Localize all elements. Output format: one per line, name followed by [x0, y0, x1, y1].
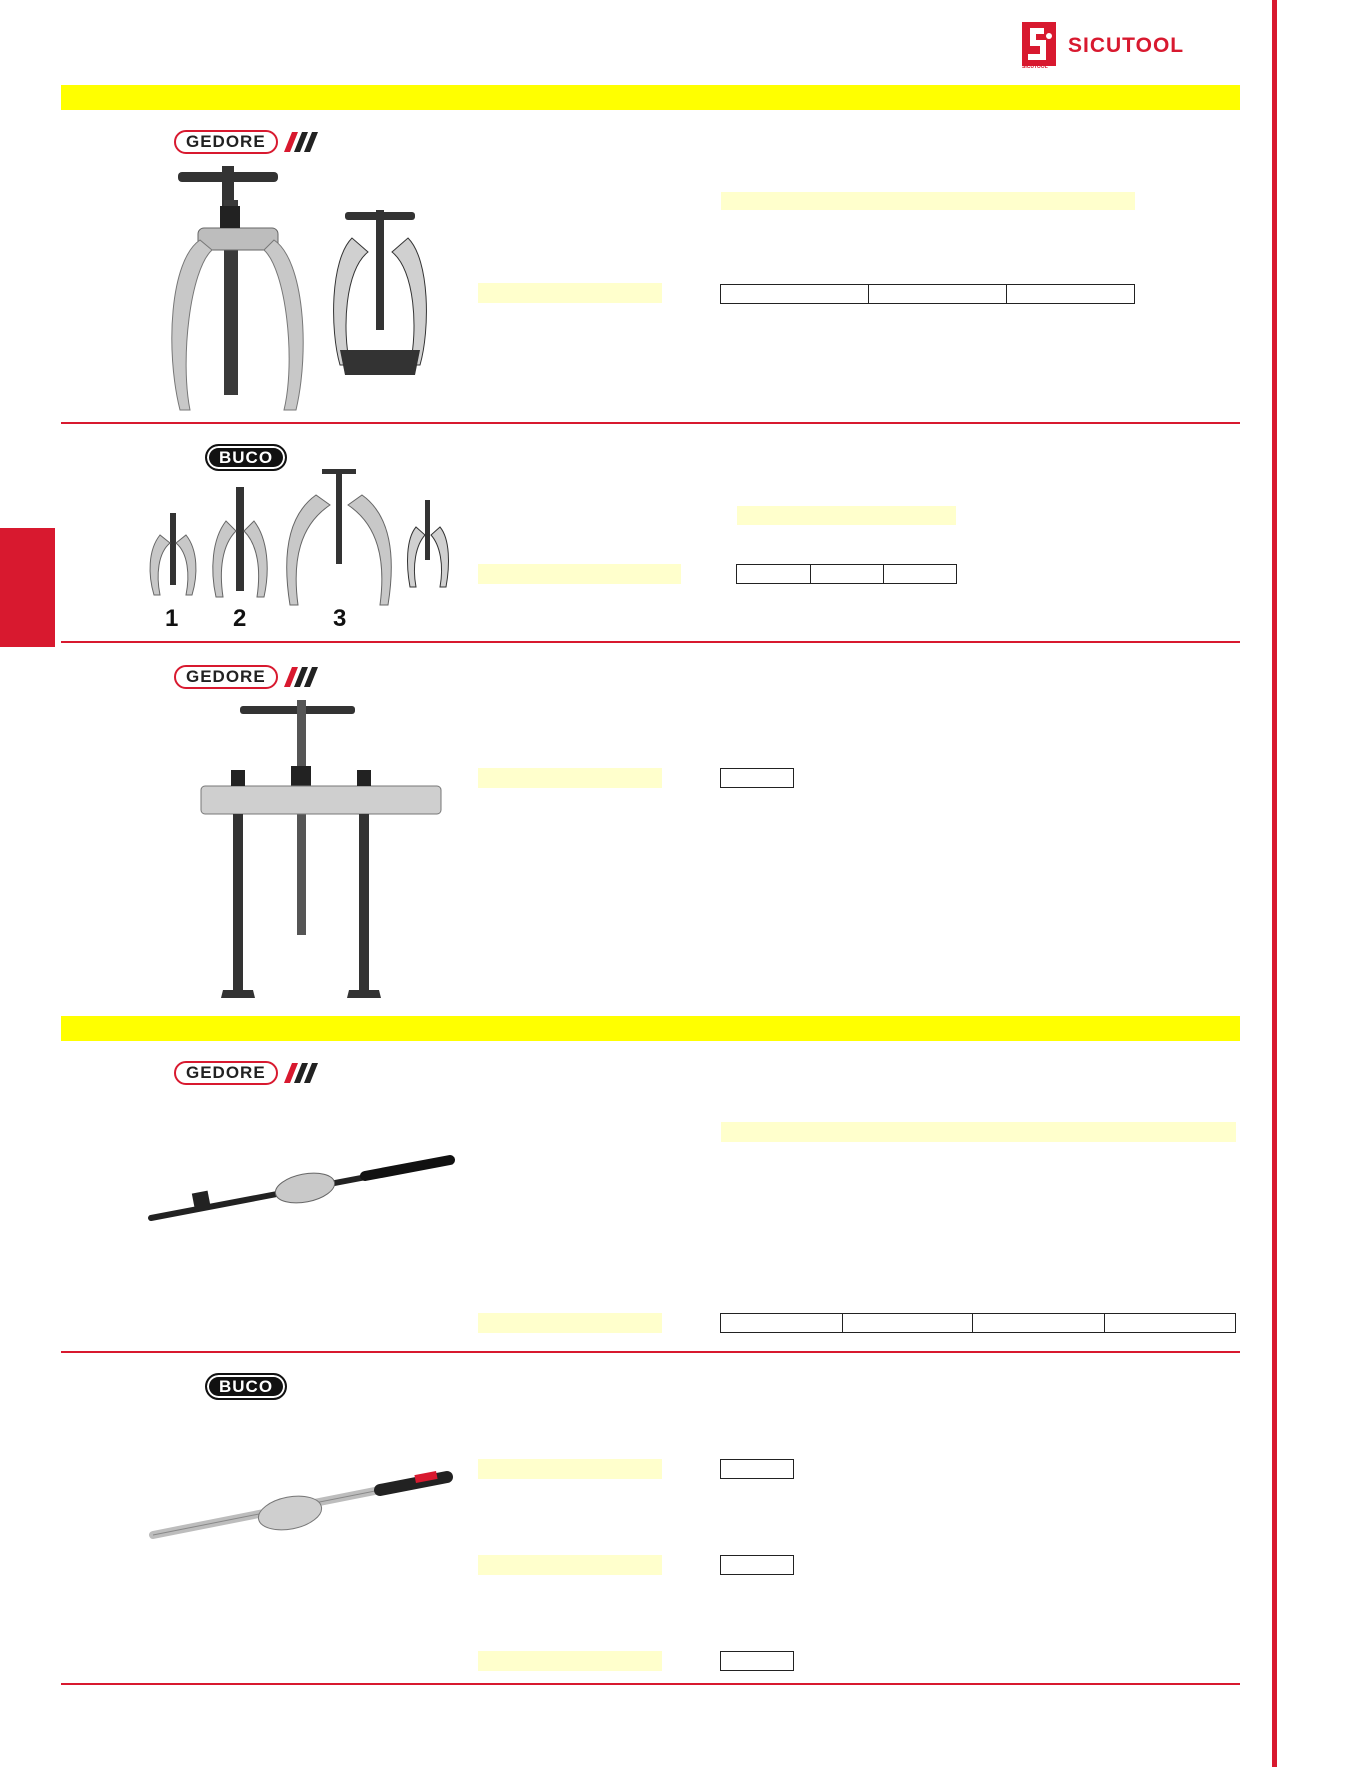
gedore-brand-label: GEDORE [174, 665, 278, 689]
figure-label: 1 [165, 605, 179, 632]
page-edge-bar [1272, 0, 1277, 1767]
field-box [478, 1313, 662, 1333]
gedore-brand-logo [174, 1061, 320, 1085]
table-cell [737, 565, 811, 583]
spec-table [720, 1555, 794, 1575]
spec-table [720, 284, 1135, 304]
gedore-stripes-icon [278, 130, 320, 154]
table-cell [1007, 285, 1134, 303]
table-cell [721, 1556, 793, 1574]
gedore-stripes-icon [278, 665, 320, 689]
section-header-bar-pullers [61, 85, 1240, 110]
gedore-brand-logo [174, 130, 320, 154]
spec-table [720, 1459, 794, 1479]
spec-table [720, 1313, 1236, 1333]
field-box [478, 283, 662, 303]
field-box [721, 1122, 1236, 1142]
separator-rule [61, 1351, 1240, 1353]
field-box [721, 192, 1135, 210]
chapter-side-tab [0, 528, 55, 647]
table-cell [973, 1314, 1105, 1332]
slide-hammer-image [145, 1150, 460, 1230]
table-cell [721, 1652, 793, 1670]
field-box [478, 564, 681, 584]
field-box [478, 1651, 662, 1671]
table-cell [1105, 1314, 1235, 1332]
table-cell [721, 285, 869, 303]
spec-table [720, 1651, 794, 1671]
gedore-brand-logo [174, 665, 320, 689]
table-cell [811, 565, 884, 583]
sicutool-logo [1022, 22, 1212, 70]
brand-subtitle: SICUTOOL [1022, 64, 1048, 70]
table-cell [843, 1314, 973, 1332]
sicutool-logo-mark [1022, 22, 1056, 66]
separator-rule [61, 422, 1240, 424]
puller-set-image [140, 465, 470, 615]
table-cell [884, 565, 956, 583]
gedore-brand-label: GEDORE [174, 130, 278, 154]
bar-puller-image [195, 690, 455, 1008]
spec-table [736, 564, 957, 584]
gedore-brand-label: GEDORE [174, 1061, 278, 1085]
two-arm-puller-image [170, 160, 460, 415]
buco-brand-logo: BUCO [205, 444, 287, 471]
separator-rule [61, 641, 1240, 643]
separator-rule [61, 1683, 1240, 1685]
buco-brand-logo: BUCO [205, 1373, 287, 1400]
section-header-bar-slide-hammers [61, 1016, 1240, 1041]
brand-name: SICUTOOL [1068, 34, 1185, 57]
buco-slide-hammer-image [145, 1465, 455, 1545]
table-cell [721, 769, 793, 787]
field-box [478, 1555, 662, 1575]
figure-label: 3 [333, 605, 347, 632]
field-box [737, 506, 956, 525]
table-cell [721, 1314, 843, 1332]
field-box [478, 768, 662, 788]
gedore-stripes-icon [278, 1061, 320, 1085]
field-box [478, 1459, 662, 1479]
figure-label: 2 [233, 605, 247, 632]
spec-table [720, 768, 794, 788]
table-cell [869, 285, 1007, 303]
table-cell [721, 1460, 793, 1478]
